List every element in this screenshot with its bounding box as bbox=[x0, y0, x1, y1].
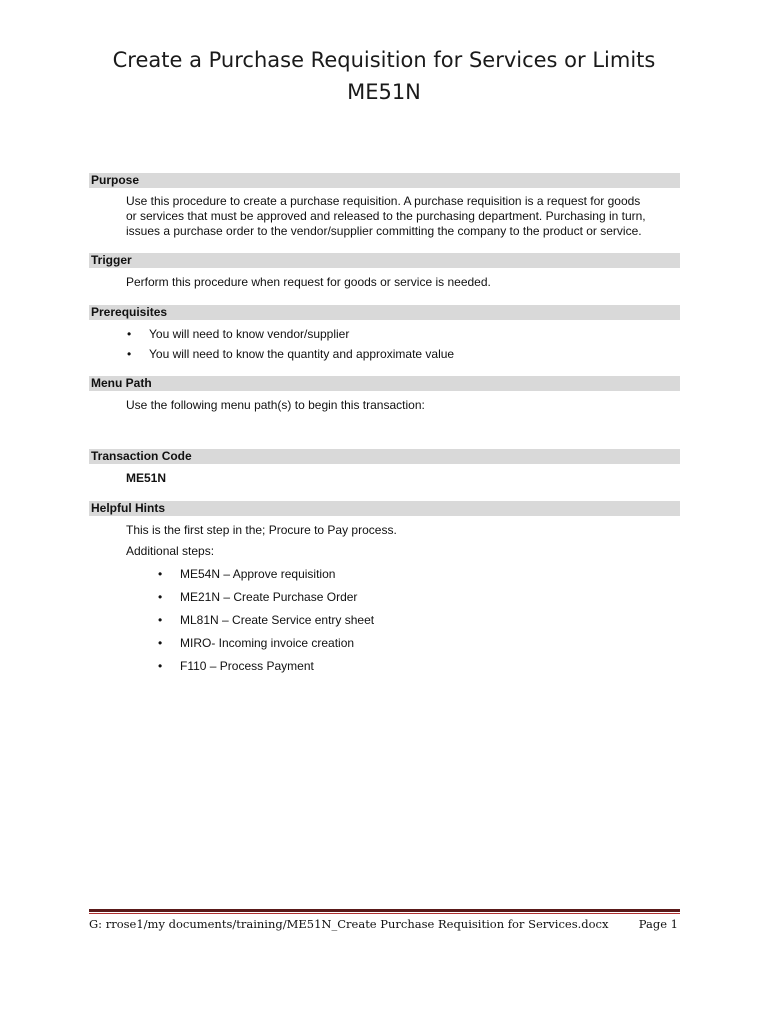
trigger-text: Perform this procedure when request for goods or service is needed. bbox=[126, 275, 491, 289]
menu-path-text: Use the following menu path(s) to begin this transaction: bbox=[126, 398, 425, 412]
section-heading-helpful-hints: Helpful Hints bbox=[89, 501, 680, 516]
section-heading-purpose: Purpose bbox=[89, 173, 680, 188]
helpful-hints-intro: This is the first step in the; Procure to Pay process. bbox=[126, 523, 397, 537]
bullet-icon: • bbox=[127, 347, 132, 361]
bullet-icon: • bbox=[158, 659, 163, 673]
bullet-icon: • bbox=[158, 613, 163, 627]
document-title: Create a Purchase Requisition for Services or Limits bbox=[112, 48, 656, 72]
purpose-line-3: issues a purchase order to the vendor/supplier committing the company to the product or service. bbox=[126, 224, 642, 238]
prerequisite-text: You will need to know vendor/supplier bbox=[149, 327, 350, 341]
list-item bbox=[127, 327, 454, 347]
list-item bbox=[158, 636, 374, 659]
step-text: MIRO- Incoming invoice creation bbox=[180, 636, 355, 650]
list-item bbox=[158, 659, 374, 682]
step-text: ME21N – Create Purchase Order bbox=[180, 590, 358, 604]
footer-file-path: G: rrose1/my documents/training/ME51N_Create Purchase Requisition for Services.docx bbox=[89, 917, 609, 931]
document-subtitle-code: ME51N bbox=[347, 80, 421, 104]
helpful-hints-additional: Additional steps: bbox=[126, 544, 215, 558]
step-text: ML81N – Create Service entry sheet bbox=[180, 613, 375, 627]
list-item bbox=[127, 347, 454, 367]
footer-divider bbox=[89, 909, 680, 912]
list-item bbox=[158, 590, 374, 613]
section-heading-menu-path: Menu Path bbox=[89, 376, 680, 391]
section-heading-trigger: Trigger bbox=[89, 253, 680, 268]
list-item bbox=[158, 567, 374, 590]
step-text: ME54N – Approve requisition bbox=[180, 567, 336, 581]
bullet-icon: • bbox=[158, 636, 163, 650]
prerequisites-list bbox=[127, 327, 454, 367]
bullet-icon: • bbox=[158, 590, 163, 604]
section-heading-prerequisites: Prerequisites bbox=[89, 305, 680, 320]
bullet-icon: • bbox=[127, 327, 132, 341]
section-heading-transaction-code: Transaction Code bbox=[89, 449, 680, 464]
footer-page-number: Page 1 bbox=[638, 917, 678, 931]
transaction-code-value: ME51N bbox=[126, 471, 167, 485]
step-text: F110 – Process Payment bbox=[180, 659, 314, 673]
footer-divider-accent bbox=[89, 913, 680, 914]
additional-steps-list bbox=[158, 567, 374, 682]
purpose-line-1: Use this procedure to create a purchase requisition. A purchase requisition is a request for goods bbox=[126, 194, 641, 208]
list-item bbox=[158, 613, 374, 636]
bullet-icon: • bbox=[158, 567, 163, 581]
purpose-line-2: or services that must be approved and released to the purchasing department. Purchasing in turn, bbox=[126, 209, 646, 223]
prerequisite-text: You will need to know the quantity and approximate value bbox=[149, 347, 455, 361]
